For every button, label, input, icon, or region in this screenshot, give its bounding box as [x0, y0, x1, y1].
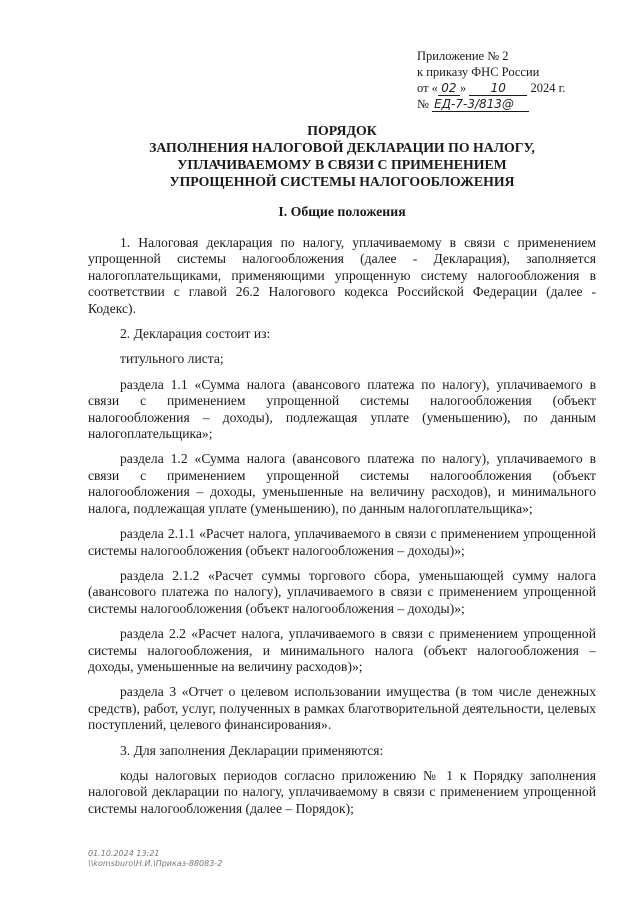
- paragraph: 2. Декларация состоит из:: [120, 326, 271, 342]
- stamp-date-prefix: от «: [417, 81, 438, 95]
- stamp-number-line: [417, 96, 587, 112]
- paragraph: раздела 2.1.1 «Расчет налога, уплачиваемого в связи с применением упрощенной системы налогообложения (объект налогообложения – доходы)»;: [88, 526, 596, 558]
- paragraph: 1. Налоговая декларация по налогу, уплачиваемому в связи с применением упрощенной системы налогообложения (далее - Декларация), заполняется налогоплательщиками, применяющими упрощенную систему налогообложения в соответствии с главой 26.2 Налогового кодекса Российской Федерации (далее - Кодекс).: [88, 235, 596, 316]
- file-footer: [88, 849, 222, 869]
- document-title: [88, 122, 596, 190]
- paragraph: раздела 2.1.2 «Расчет суммы торгового сбора, уменьшающей сумму налога (авансового платежа по налогу), уплачиваемого в связи с применением упрощенной системы налогообложения (объект налогообложения – доходы)»;: [88, 567, 596, 616]
- paragraph: коды налоговых периодов согласно приложению № 1 к Порядку заполнения налоговой декларации по налогу, уплачиваемому в связи с применением упрощенной системы налогообложения (далее – Порядок);: [88, 767, 596, 816]
- stamp-number-prefix: №: [417, 97, 429, 111]
- stamp-appendix-line: Приложение № 2: [417, 49, 509, 63]
- paragraph: титульного листа;: [120, 351, 224, 367]
- document-body: [88, 235, 596, 826]
- paragraph: раздела 1.2 «Сумма налога (авансового платежа по налогу), уплачиваемого в связи с применением упрощенной системы налогообложения (объект налогообложения – доходы, уменьшенные на величину расходов), и минимального налога, подлежащая уплате (уменьшению), по данным налогоплательщика»;: [88, 451, 596, 516]
- stamp-order-line: к приказу ФНС России: [417, 65, 540, 79]
- title-line-4: УПРОЩЕННОЙ СИСТЕМЫ НАЛОГООБЛОЖЕНИЯ: [169, 174, 515, 189]
- title-line-2: ЗАПОЛНЕНИЯ НАЛОГОВОЙ ДЕКЛАРАЦИИ ПО НАЛОГУ,: [149, 140, 535, 155]
- stamp-date-line: [417, 80, 587, 96]
- title-line-1: ПОРЯДОК: [307, 123, 377, 138]
- paragraph: раздела 1.1 «Сумма налога (авансового платежа по налогу), уплачиваемого в связи с применением упрощенной системы налогообложения (объект налогообложения – доходы), подлежащая уплате (уменьшению), по данным налогоплательщика»;: [88, 376, 596, 442]
- stamp-handwritten-day: 02: [438, 82, 460, 96]
- stamp-year: 2024 г.: [530, 81, 566, 95]
- footer-file-path: \\komsburo\Н.И.\Приказ-88083-2: [88, 859, 223, 868]
- paragraph: 3. Для заполнения Декларации применяются:: [120, 742, 384, 758]
- stamp-date-mid: »: [459, 81, 467, 95]
- paragraph: раздела 2.2 «Расчет налога, уплачиваемого в связи с применением упрощенной системы налогообложения, и минимального налога (объект налогообложения – доходы, уменьшенные на величину расходов)»;: [88, 626, 596, 674]
- stamp-handwritten-month: 10: [469, 82, 527, 96]
- stamp-handwritten-number: ЕД-7-3/813@: [432, 98, 529, 112]
- footer-timestamp: 01.10.2024 13:21: [88, 849, 160, 858]
- paragraph: раздела 3 «Отчет о целевом использовании имущества (в том числе денежных средств), работ, услуг, полученных в рамках благотворительной деятельности, целевых поступлений, целевого финансирования».: [88, 684, 596, 733]
- section-heading: I. Общие положения: [278, 204, 406, 219]
- approval-stamp: [417, 48, 587, 112]
- title-line-3: УПЛАЧИВАЕМОМУ В СВЯЗИ С ПРИМЕНЕНИЕМ: [177, 157, 507, 172]
